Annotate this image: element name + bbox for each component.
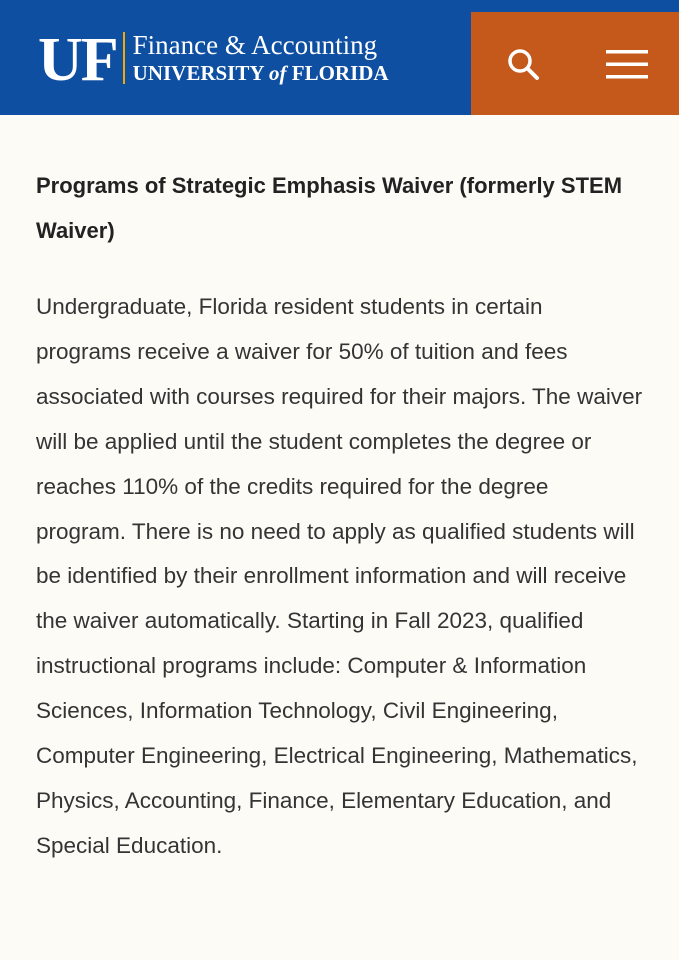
menu-button[interactable]: [575, 12, 679, 115]
university-of: of: [269, 60, 287, 85]
hamburger-menu-icon: [606, 48, 648, 80]
site-name: Finance & Accounting: [132, 29, 378, 60]
logo-divider: [123, 32, 125, 84]
search-button[interactable]: [471, 12, 575, 115]
uf-logo: UF: [38, 25, 117, 94]
search-icon: [506, 47, 540, 81]
header-actions: [471, 12, 679, 115]
university-suffix: FLORIDA: [286, 60, 389, 85]
site-header: [0, 0, 679, 115]
university-name: [133, 60, 389, 86]
main-content: [0, 163, 679, 869]
page-title: Programs of Strategic Emphasis Waiver (formerly STEM Waiver): [36, 173, 623, 243]
brand-logo-link[interactable]: [0, 0, 389, 115]
article-body: Undergraduate, Florida resident students in certain programs receive a waiver for 50% of tuition and fees associated with courses required for their majors. The waiver will be applied until the student completes the degree or reaches 110% of the credits required for the degree program. There is no need to apply as qualified students will be identified by their enrollment information and will receive the waiver automatically. Starting in Fall 2023, qualified instructional programs include: Computer & Information Sciences, Information Technology, Civil Engineering, Computer Engineering, Electrical Engineering, Mathematics, Physics, Accounting, Finance, Elementary Education, and Special Education.: [36, 294, 643, 858]
university-prefix: UNIVERSITY: [132, 60, 269, 85]
brand-wordmark: [133, 30, 389, 86]
